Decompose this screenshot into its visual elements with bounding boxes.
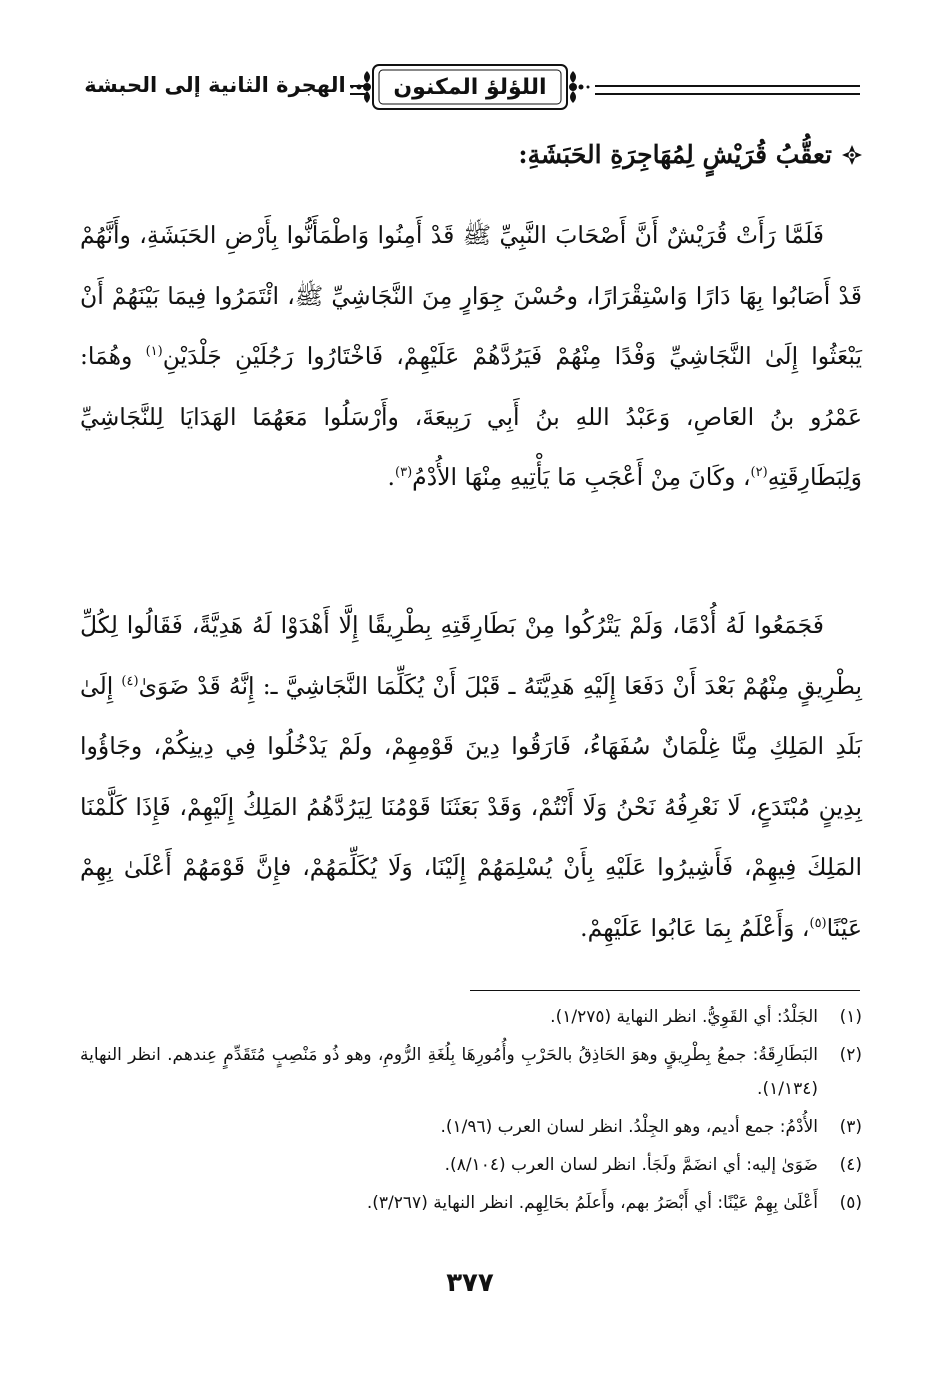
paragraph-2-text-b: إِلَىٰ بَلَدِ المَلِكِ مِنَّا غِلْمَانٌ سُفَهَاءُ، فَارَقُوا دِينَ قَوْمِهِمْ، ولَمْ يَدْخُلُوا فِي دِينِكُمْ، وجَاؤُوا بِدِينٍ مُبْتَدَعٍ، لَا نَعْرِفُهُ نَحْنُ وَلَا أَنْتُمْ، وَقَدْ بَعَثَنَا قَوْمُنَا لِيَرُدَّهُمُ المَلِكُ إِلَيْهِمْ، فَإِذَا كَلَّمْنَا المَلِكَ فِيهِمْ، فَأَشِيرُوا عَلَيْهِ بِأَنْ يُسْلِمَهُمْ إِلَيْنَا، وَلَا يُكَلِّمَهُمْ، فإِنَّ قَوْمَهُمْ أَعْلَىٰ بِهِمْ عَيْنًا <box>80 671 862 942</box>
paragraph-2-end: ، وَأَعْلَمُ بِمَا عَابُوا عَلَيْهِمْ. <box>580 913 810 942</box>
footnote-ref-2[interactable]: (٢) <box>750 465 768 481</box>
footnote-number: (٣) <box>839 1117 862 1137</box>
footnote-ref-4[interactable]: (٤) <box>121 673 139 689</box>
footnote-text: البَطَارِقَةُ: جمعُ بِطْرِيقٍ وهوَ الحَاذِقُ بالحَرْبِ وأُمُورِهَا بِلُغَةِ الرُّومِ، وهو ذُو مَنْصِبٍ مُتَقَدِّمٍ عِندهم. انظر النهاية (١/١٣٤). <box>80 1045 818 1099</box>
header-rule-right <box>595 85 860 95</box>
footnote-number: (٢) <box>839 1045 862 1065</box>
paragraph-1-text-a: فَلَمَّا رَأَتْ قُرَيْشٌ أَنَّ أَصْحَابَ النَّبِيِّ ﷺ قَدْ أَمِنُوا وَاطْمَأَنُّوا بِأَرْضِ الحَبَشَةِ، وأَنَّهُمْ قَدْ أَصَابُوا بِهَا دَارًا وَاسْتِقْرَارًا، وحُسْنَ جِوَارٍ مِنَ النَّجَاشِيِّ ﷺ، ائْتَمَرُوا فِيمَا بَيْنَهُمْ أَنْ يَبْعَثُوا إِلَىٰ النَّجَاشِيِّ وَفْدًا مِنْهُمْ فَيَرُدَّهُمْ عَلَيْهِمْ، فَاخْتَارُوا رَجُلَيْنِ جَلْدَيْنِ <box>80 221 862 370</box>
book-title-cartouche <box>345 61 595 113</box>
page-header <box>80 55 860 121</box>
footnote-ref-5[interactable]: (٥) <box>809 915 827 931</box>
paragraph-2 <box>80 595 862 958</box>
footnote-number: (٥) <box>839 1193 862 1213</box>
footnote-text: ضَوَىٰ إليه: أي انضَمَّ ولَجَأ. انظر لسان العرب (٨/١٠٤). <box>444 1155 818 1175</box>
footnote-text: الجَلْدُ: أي القَوِيُّ. انظر النهاية (١/٢٧٥). <box>550 1007 818 1027</box>
footnote-ref-3[interactable]: (٣) <box>395 465 413 481</box>
footnote-number: (٤) <box>839 1155 862 1175</box>
footnote-number: (١) <box>839 1007 862 1027</box>
section-heading <box>80 140 862 169</box>
footnote-1 <box>80 1000 862 1034</box>
paragraph-1 <box>80 205 862 508</box>
ornament-bullet-icon <box>842 145 862 165</box>
paragraph-1-text-c: ، وكَانَ مِنْ أَعْجَبِ مَا يَأْتِيهِ مِنْهَا الأُدْمُ <box>412 463 751 491</box>
footnote-4 <box>80 1148 862 1182</box>
footnote-text: الأُدْمُ: جمع أديم، وهو الجِلْدُ. انظر لسان العرب (١/٩٦). <box>440 1117 818 1137</box>
footnote-3 <box>80 1110 862 1144</box>
footnote-ref-1[interactable]: (١) <box>145 344 163 360</box>
footnote-2 <box>80 1038 862 1106</box>
footnote-separator <box>470 990 860 991</box>
footnotes <box>80 1000 862 1224</box>
page-number: ٣٧٧ <box>446 1268 494 1298</box>
section-heading-text: تعقُّبُ قُرَيْشٍ لِمُهَاجِرَةِ الحَبَشَةِ: <box>518 140 832 169</box>
footnote-5 <box>80 1186 862 1220</box>
paragraph-2-text-a: فَجَمَعُوا لَهُ أُدْمًا، وَلَمْ يَتْرُكُوا مِنْ بَطَارِقَتِهِ بِطْرِيقًا إِلَّا أَهْدَوْا لَهُ هَدِيَّةً، فَقَالُوا لِكُلِّ بِطْرِيقٍ مِنْهُمْ بَعْدَ أَنْ دَفَعَا إِلَيْهِ هَدِيَّتَهُ ـ قَبْلَ أَنْ يُكَلِّمَا النَّجَاشِيَّ ـ: إِنَّهُ قَدْ ضَوَىٰ <box>80 611 862 700</box>
paragraph-1-end: . <box>387 463 395 491</box>
book-title: اللؤلؤ المكنون <box>393 75 547 100</box>
paragraph-1-text-b: وهُمَا: عَمْرُو بنُ العَاصِ، وَعَبْدُ اللهِ بنُ أَبِي رَبِيعَةَ، وأَرْسَلُوا مَعَهُمَا الهَدَايَا لِلنَّجَاشِيِّ وَلِبَطَارِقَتِهِ <box>80 342 862 491</box>
footnote-text: أَعْلَىٰ بِهِمْ عَيْنًا: أي أَبْصَرُ بهم، وأَعلَمُ بحَالِهِم. انظر النهاية (٣/٢٦٧). <box>366 1193 818 1213</box>
running-title: الهجرة الثانية إلى الحبشة <box>84 73 346 97</box>
